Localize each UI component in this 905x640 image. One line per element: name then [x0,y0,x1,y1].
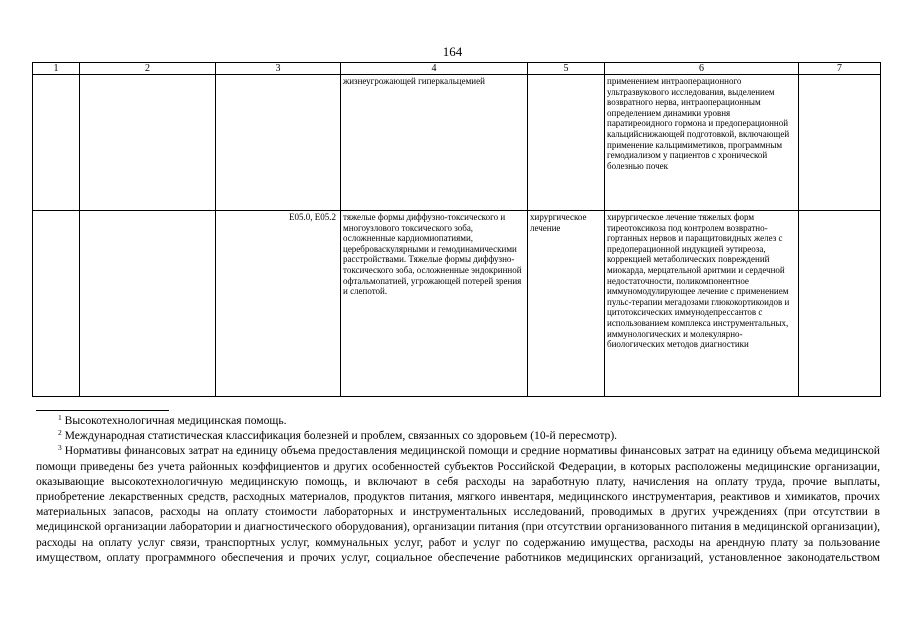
footnote-text: Международная статистическая классификация болезней и проблем, связанных со здоровьем (10-й пересмотр). [64,429,618,443]
cell-codes [216,75,341,211]
footnote-1 [36,413,880,428]
cell-diagnosis: тяжелые формы диффузно-токсического и многоузлового токсического зоба, осложненные кардиомиопатиями, цереброваскулярными и гемодинамическими расстройствами. Тяжелые формы диффузно-токсического зоба, осложненные эндокринной офтальмопатией, угрожающей потерей зрения и слепотой. [341,211,528,397]
cell-col2 [80,75,216,211]
footnote-text: Нормативы финансовых затрат на единицу объема предоставления медицинской помощи и средние нормативы финансовых затрат на единицу объема медицинской помощи приведены без учета районных коэффициентов и других особенностей субъектов Российской Федерации, в которых расположены медицинские организации, оказывающие высокотехнологичную медицинскую помощь, и включают в себя расходы на заработную плату, начисления на оплату труда, прочие выплаты, приобретение лекарственных средств, расходных материалов, продуктов питания, мягкого инвентаря, медицинского инструментария, реактивов и химикатов, прочих материальных запасов, расходы на оплату стоимости лабораторных и инструментальных исследований, проводимых в других учреждениях (при отсутствии в медицинской организации лаборатории и диагностического оборудования), организации питания (при отсутствии организованного питания в медицинской организации), расходы на оплату услуг связи, транспортных услуг, коммунальных услуг, работ и услуг по содержанию имущества, расходы на арендную плату за пользование имуществом, оплату программного обеспечения и прочих услуг, социальное обеспечение работников медицинских организаций, установленное законодательством [36,444,880,564]
table-row [33,211,881,397]
cell-treatment-type: хирургическое лечение [528,211,605,397]
footnote-mark: 2 [58,428,62,438]
footnote-divider [36,410,169,411]
cell-col7 [799,211,881,397]
column-header-5: 5 [528,63,605,75]
footnote-mark: 1 [58,413,62,422]
cell-col1 [33,75,80,211]
cell-method: применением интраоперационного ультразвукового исследования, выделением возвратного нерва, интраоперационным определением динамики уровня паратиреоидного гормона и предоперационной кальцийснижающей подготовкой, включающей применение кальцимиметиков, программным гемодиализом у пациентов с хронической болезнью почек [605,75,799,211]
column-header-4: 4 [341,63,528,75]
header-row [33,63,881,75]
footnote-2 [36,428,880,443]
cell-treatment-type [528,75,605,211]
column-header-3: 3 [216,63,341,75]
cell-diagnosis: жизнеугрожающей гиперкальцемией [341,75,528,211]
table-row [33,75,881,211]
column-header-6: 6 [605,63,799,75]
cell-codes: E05.0, E05.2 [216,211,341,397]
column-header-1: 1 [33,63,80,75]
footnote-3 [36,443,880,565]
footnotes [36,410,880,565]
cell-col1 [33,211,80,397]
column-header-7: 7 [799,63,881,75]
cell-method: хирургическое лечение тяжелых форм тиреотоксикоза под контролем возвратно-гортанных нервов и паращитовидных желез с предоперационной индукцией эутиреоза, коррекцией метаболических повреждений миокарда, мерцательной аритмии и сердечной недостаточности, поликомпонентное иммуномодулирующее лечение с применением пульс-терапии мегадозами глюкокортикоидов и цитотоксических иммунодепрессантов с использованием комплекса инструментальных, иммунологических и молекулярно-биологических методов диагностики [605,211,799,397]
vmp-table [32,62,881,397]
column-header-2: 2 [80,63,216,75]
page-number: 164 [442,44,463,59]
cell-col7 [799,75,881,211]
footnote-mark: 3 [58,443,62,453]
footnote-text: Высокотехнологичная медицинская помощь. [64,414,287,427]
cell-col2 [80,211,216,397]
